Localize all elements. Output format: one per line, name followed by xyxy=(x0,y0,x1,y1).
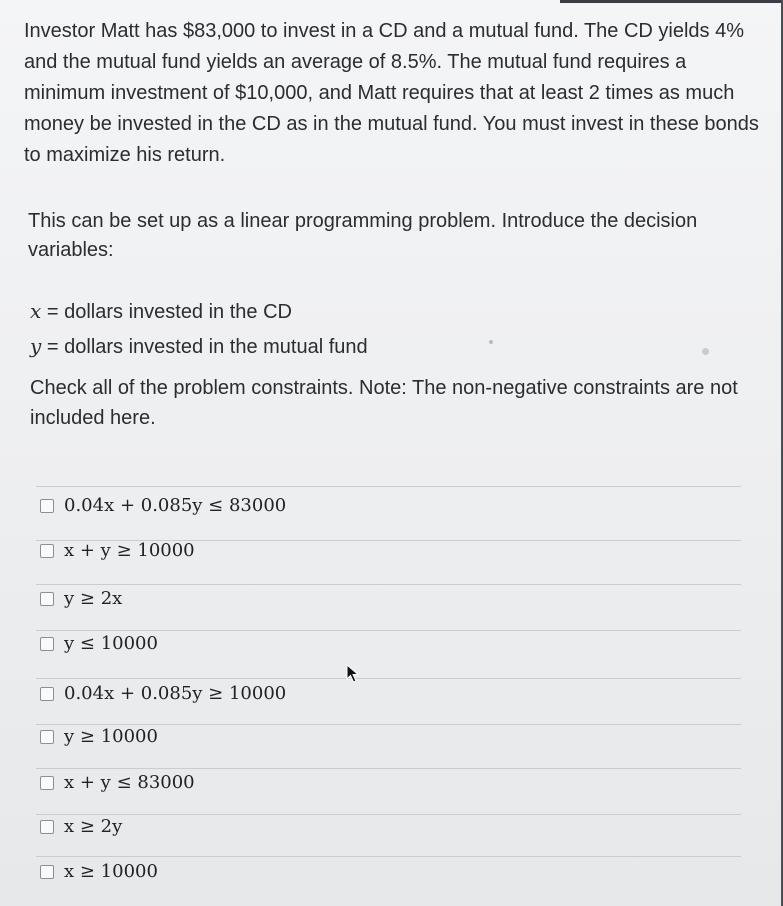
option-label: 0.04x + 0.085y ≤ 83000 xyxy=(64,495,287,516)
checkbox-icon[interactable] xyxy=(40,592,54,606)
option-divider xyxy=(36,678,741,679)
variable-description: dollars invested in the mutual fund xyxy=(64,336,368,358)
checkbox-icon[interactable] xyxy=(40,776,54,790)
checkbox-icon[interactable] xyxy=(40,637,54,651)
decision-variables xyxy=(30,294,368,364)
variable-symbol: x xyxy=(30,299,42,323)
option-label: x + y ≥ 10000 xyxy=(64,540,195,561)
option-divider xyxy=(36,814,741,815)
checkbox-icon[interactable] xyxy=(40,865,54,879)
option-label: x + y ≤ 83000 xyxy=(64,772,195,793)
variable-symbol: y xyxy=(30,334,42,358)
option-constraint-6[interactable] xyxy=(40,726,158,747)
options-top-divider xyxy=(36,486,741,487)
screen-speck xyxy=(489,340,493,344)
variable-description: dollars invested in the CD xyxy=(64,301,292,323)
option-constraint-9[interactable] xyxy=(40,861,158,882)
option-label: y ≥ 2x xyxy=(64,588,123,609)
option-constraint-8[interactable] xyxy=(40,816,122,837)
checkbox-icon[interactable] xyxy=(40,499,54,513)
option-constraint-4[interactable] xyxy=(40,633,158,654)
equals-sign: = xyxy=(46,336,59,358)
equals-sign: = xyxy=(46,301,59,323)
variable-y xyxy=(30,329,368,364)
option-divider xyxy=(36,584,741,585)
checkbox-icon[interactable] xyxy=(40,687,54,701)
checkbox-icon[interactable] xyxy=(40,730,54,744)
question-text: Investor Matt has $83,000 to invest in a CD and a mutual fund. The CD yields 4% and the mutual fund yields an average of 8.5%. The mutual fund requires a minimum investment of $10,000, and Matt requires that at least 2 times as much money be invested in the CD as in the mutual fund. You must invest in these bonds to maximize his return. xyxy=(24,20,759,166)
screen-speck xyxy=(702,348,709,355)
mouse-pointer-icon xyxy=(346,664,362,684)
option-constraint-2[interactable] xyxy=(40,540,195,561)
option-label: x ≥ 10000 xyxy=(64,861,158,882)
option-label: y ≥ 10000 xyxy=(64,726,158,747)
checkbox-icon[interactable] xyxy=(40,544,54,558)
option-divider xyxy=(36,768,741,769)
screen-edge-top xyxy=(560,0,783,3)
intro-text: This can be set up as a linear programming problem. Introduce the decision variables: xyxy=(28,210,698,261)
checkbox-icon[interactable] xyxy=(40,820,54,834)
instructions-text: Check all of the problem constraints. Note: The non-negative constraints are not included here. xyxy=(30,377,738,429)
option-constraint-5[interactable] xyxy=(40,683,286,704)
option-constraint-7[interactable] xyxy=(40,772,195,793)
option-divider xyxy=(36,856,741,857)
option-constraint-1[interactable] xyxy=(40,495,286,516)
option-divider xyxy=(36,630,741,631)
option-divider xyxy=(36,724,741,725)
option-label: 0.04x + 0.085y ≥ 10000 xyxy=(64,683,287,704)
option-label: x ≥ 2y xyxy=(64,816,123,837)
option-constraint-3[interactable] xyxy=(40,588,122,609)
option-label: y ≤ 10000 xyxy=(64,633,158,654)
variable-x xyxy=(30,294,368,329)
